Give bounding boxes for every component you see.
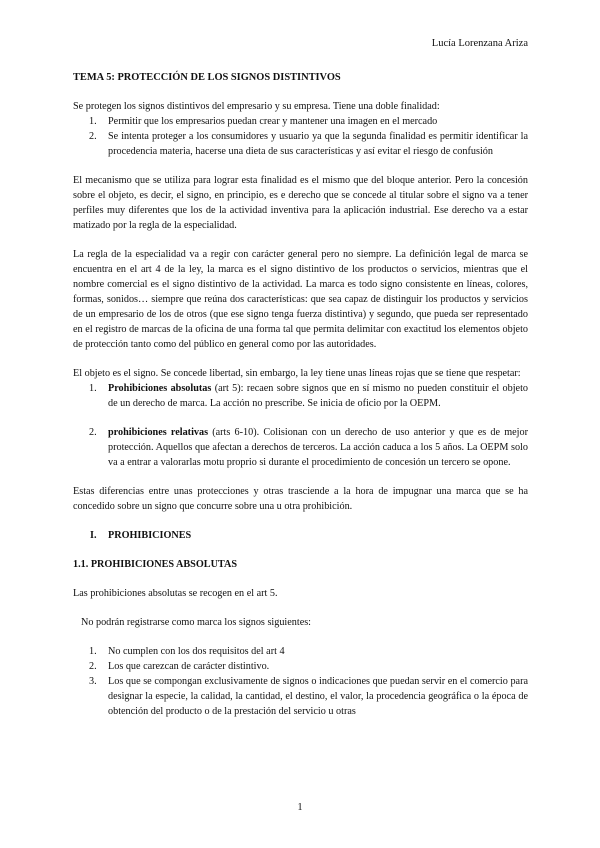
signs-list (73, 644, 528, 719)
page-number: 1 (297, 802, 303, 813)
document-body (73, 70, 528, 719)
list-item: 1. No cumplen con los dos requisitos del art 4 (89, 646, 285, 657)
purposes-list (73, 114, 528, 159)
list-item: 3. Los que se compongan exclusivamente de signos o indicaciones que puedan servir en el comercio para designar la especie, la calidad, la cantidad, el destino, el valor, la procedencia geográfica o la época de obtención del producto o de la prestación del servicio u otras (89, 676, 528, 717)
prohibitions-list (73, 381, 528, 470)
cannot-register-paragraph: No podrán registrarse como marca los signos siguientes: (81, 617, 312, 628)
object-paragraph: El objeto es el signo. Se concede libertad, sin embargo, la ley tiene unas líneas rojas que se tiene que respetar: (73, 368, 521, 379)
list-item: 2. Se intenta proteger a los consumidores y usuario ya que la segunda finalidad es permitir identificar la procedencia materia, hacerse una dieta de sus características y así evitar el riesgo de confusión (89, 131, 528, 157)
page-title: TEMA 5: PROTECCIÓN DE LOS SIGNOS DISTINTIVOS (73, 72, 341, 83)
list-item: 1. Prohibiciones absolutas (art 5): recaen sobre signos que en sí mismo no pueden constituir el objeto de un derecho de marca. La acción no prescribe. Se inicia de oficio por la OEPM. (89, 383, 528, 409)
mechanism-paragraph: El mecanismo que se utiliza para lograr esta finalidad es el mismo que del bloque anterior. Pero la concesión sobre el objeto, es decir, el signo, en principio, es e derecho que se concede al titular sobre el signo va a tener perfiles muy diferentes que los de la actividad inventiva para la aplicación industrial. Ese derecho va a estar matizado por la regla de la especialidad. (73, 175, 528, 231)
relative-prohibitions-term: prohibiciones relativas (108, 427, 209, 438)
header-author: Lucía Lorenzana Ariza (431, 38, 528, 49)
list-item: 1. Permitir que los empresarios puedan crear y mantener una imagen en el mercado (89, 116, 438, 127)
differences-paragraph: Estas diferencias entre unas protecciones y otras trasciende a la hora de impugnar una marca que se ha concedido sobre un signo que concurre sobre una u otra prohibición. (73, 486, 528, 512)
art5-paragraph: Las prohibiciones absolutas se recogen en el art 5. (73, 588, 278, 599)
specialty-paragraph: La regla de la especialidad va a regir con carácter general pero no siempre. La definición legal de marca se encuentra en el art 4 de la ley, la marca es el signo distintivo de los productos o servicios, mientras que el nombre comercial es el signo distintivo de la actividad. La marca es todo signo consistente en líneas, colores, formas, sonidos… siempre que reúna dos características: que sea capaz de distinguir los productos y servicios de un empresario de los de otros (que ese signo tenga fuerza distintiva) y segundo, que pueda ser representado en el registro de marcas de la oficina de una forma tal que permita delimitar con exactitud los elementos objeto de protección tanto como del público en general como por las autoridades. (73, 249, 528, 350)
section-heading: I. PROHIBICIONES (90, 530, 192, 541)
absolute-prohibitions-term: Prohibiciones absolutas (108, 383, 212, 394)
intro-paragraph: Se protegen los signos distintivos del empresario y su empresa. Tiene una doble finalidad: (73, 101, 440, 112)
list-item: 2. Los que carezcan de carácter distintivo. (89, 661, 270, 672)
subsection-heading: 1.1. PROHIBICIONES ABSOLUTAS (73, 559, 237, 570)
list-item: 2. prohibiciones relativas (arts 6-10). Colisionan con un derecho de uso anterior y que es de mejor protección. Aquellos que afectan a derechos de terceros. La acción caduca a los 5 años. La OEPM solo va a entrar a valorarlas motu proprio si durante el procedimiento de concesión un tercero se opone. (89, 427, 528, 468)
